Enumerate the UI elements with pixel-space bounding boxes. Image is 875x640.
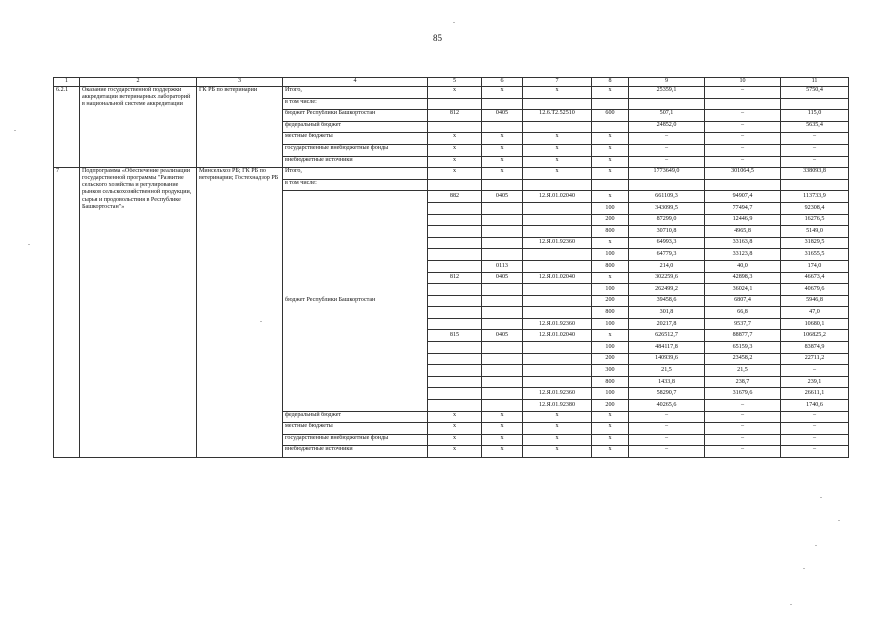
scan-speck [28, 244, 30, 245]
value-cell [523, 307, 592, 319]
table-row [54, 168, 849, 180]
column-number: 5 [428, 78, 482, 87]
column-number: 6 [482, 78, 523, 87]
scan-speck [790, 604, 792, 605]
value-cell: x [592, 156, 629, 168]
item-name: Подпрограмма «Обеспечение реализации государственной программы "Развитие сельского хозяйства и регулирование рынков сельскохозяйственной продукции, сырья и продовольствия в Республике Башкортостан"» [80, 168, 197, 458]
value-cell [482, 214, 523, 226]
value-cell: 214,0 [629, 260, 705, 272]
value-cell: x [482, 87, 523, 99]
value-cell [523, 260, 592, 272]
value-cell [523, 342, 592, 354]
table-row [54, 78, 849, 87]
value-cell: x [523, 133, 592, 145]
budget-table [53, 77, 849, 458]
value-cell: 24852,0 [629, 121, 705, 133]
value-cell [523, 214, 592, 226]
value-cell [592, 98, 629, 110]
value-cell: 12.Я.01.92360 [523, 388, 592, 400]
value-cell: x [428, 156, 482, 168]
value-cell: – [781, 133, 849, 145]
value-cell: 200 [592, 400, 629, 412]
value-cell: 1773649,0 [629, 168, 705, 180]
empty-cell [592, 179, 629, 191]
value-cell: 0113 [482, 260, 523, 272]
value-cell [482, 98, 523, 110]
column-number: 4 [283, 78, 428, 87]
value-cell: 626512,7 [629, 330, 705, 342]
value-cell: 812 [428, 272, 482, 284]
value-cell: – [705, 400, 781, 412]
value-cell: 815 [428, 330, 482, 342]
value-cell: – [705, 87, 781, 99]
value-cell [428, 121, 482, 133]
value-cell: 21,5 [705, 365, 781, 377]
value-cell: 46673,4 [781, 272, 849, 284]
column-number: 1 [54, 78, 80, 87]
value-cell [482, 318, 523, 330]
value-cell: 40679,6 [781, 284, 849, 296]
value-cell [482, 353, 523, 365]
value-cell: 10680,1 [781, 318, 849, 330]
empty-cell [705, 179, 781, 191]
value-cell [482, 295, 523, 307]
value-cell: – [781, 446, 849, 458]
value-cell: 200 [592, 353, 629, 365]
value-cell: – [705, 423, 781, 435]
value-cell: 343099,5 [629, 202, 705, 214]
empty-cell [482, 179, 523, 191]
value-cell: 39458,6 [629, 295, 705, 307]
value-cell: 262499,2 [629, 284, 705, 296]
value-cell: x [428, 87, 482, 99]
value-cell: x [482, 411, 523, 423]
value-cell: 0405 [482, 191, 523, 203]
value-cell: x [592, 168, 629, 180]
funding-source: местные бюджеты [283, 133, 428, 145]
value-cell [428, 249, 482, 261]
value-cell [428, 307, 482, 319]
value-cell: x [523, 446, 592, 458]
value-cell: x [428, 168, 482, 180]
value-cell: 140939,6 [629, 353, 705, 365]
value-cell: 5946,8 [781, 295, 849, 307]
value-cell: x [592, 330, 629, 342]
value-cell: 301,8 [629, 307, 705, 319]
value-cell: 83874,9 [781, 342, 849, 354]
column-number: 8 [592, 78, 629, 87]
value-cell: x [523, 434, 592, 446]
value-cell: – [629, 144, 705, 156]
value-cell: 100 [592, 388, 629, 400]
value-cell: x [428, 144, 482, 156]
value-cell: – [705, 446, 781, 458]
value-cell: x [592, 191, 629, 203]
value-cell: 12446,9 [705, 214, 781, 226]
value-cell [482, 307, 523, 319]
value-cell: 100 [592, 284, 629, 296]
value-cell [428, 342, 482, 354]
column-number: 3 [197, 78, 283, 87]
column-number: 9 [629, 78, 705, 87]
value-cell: x [592, 446, 629, 458]
value-cell [705, 98, 781, 110]
value-cell: x [482, 423, 523, 435]
value-cell [523, 202, 592, 214]
scan-speck [14, 130, 16, 131]
item-number: 7 [54, 168, 80, 458]
value-cell: x [592, 87, 629, 99]
value-cell [482, 202, 523, 214]
value-cell: x [428, 434, 482, 446]
value-cell: 12.6.Т2.52510 [523, 110, 592, 122]
value-cell [629, 98, 705, 110]
value-cell: 200 [592, 295, 629, 307]
scan-speck [820, 497, 822, 498]
value-cell: 6807,4 [705, 295, 781, 307]
value-cell [428, 365, 482, 377]
value-cell: – [705, 434, 781, 446]
value-cell: 26611,1 [781, 388, 849, 400]
empty-cell [629, 179, 705, 191]
value-cell: 21,5 [629, 365, 705, 377]
value-cell: x [592, 133, 629, 145]
funding-source: бюджет Республики Башкортостан [283, 110, 428, 122]
value-cell: x [482, 168, 523, 180]
value-cell: 661109,3 [629, 191, 705, 203]
empty-cell [781, 179, 849, 191]
value-cell: 300 [592, 365, 629, 377]
value-cell: – [781, 434, 849, 446]
value-cell: 77494,7 [705, 202, 781, 214]
value-cell: 40,0 [705, 260, 781, 272]
value-cell: 507,1 [629, 110, 705, 122]
value-cell: 31829,5 [781, 237, 849, 249]
value-cell: 30710,8 [629, 226, 705, 238]
value-cell: 20217,8 [629, 318, 705, 330]
value-cell: 812 [428, 110, 482, 122]
value-cell: 238,7 [705, 376, 781, 388]
value-cell: 94907,4 [705, 191, 781, 203]
value-cell [523, 353, 592, 365]
item-number: 6.2.1 [54, 87, 80, 168]
value-cell: 12.Я.01.92380 [523, 400, 592, 412]
value-cell: 800 [592, 307, 629, 319]
value-cell: 100 [592, 342, 629, 354]
value-cell: 25359,1 [629, 87, 705, 99]
funding-source: внебюджетные источники [283, 446, 428, 458]
value-cell: 64779,3 [629, 249, 705, 261]
funding-source: государственные внебюджетные фонды [283, 434, 428, 446]
value-cell: 22711,2 [781, 353, 849, 365]
value-cell: – [781, 156, 849, 168]
value-cell: – [705, 156, 781, 168]
value-cell: – [705, 144, 781, 156]
funding-source: государственные внебюджетные фонды [283, 144, 428, 156]
value-cell: x [592, 434, 629, 446]
value-cell [482, 365, 523, 377]
value-cell: 87299,0 [629, 214, 705, 226]
value-cell [428, 226, 482, 238]
value-cell: – [705, 121, 781, 133]
value-cell: x [523, 411, 592, 423]
value-cell [523, 365, 592, 377]
value-cell: 88877,7 [705, 330, 781, 342]
value-cell: x [428, 133, 482, 145]
scan-speck [453, 22, 455, 23]
funding-source: федеральный бюджет [283, 411, 428, 423]
value-cell [428, 98, 482, 110]
value-cell: x [592, 237, 629, 249]
value-cell: – [781, 144, 849, 156]
value-cell: x [482, 156, 523, 168]
value-cell [523, 376, 592, 388]
value-cell: 174,0 [781, 260, 849, 272]
value-cell: 12.Я.01.92360 [523, 237, 592, 249]
value-cell: 5635,4 [781, 121, 849, 133]
empty-cell [523, 179, 592, 191]
funding-source: бюджет Республики Башкортостан [283, 191, 428, 411]
value-cell [482, 121, 523, 133]
scan-speck [803, 568, 805, 569]
value-cell [523, 226, 592, 238]
value-cell [482, 400, 523, 412]
column-number: 7 [523, 78, 592, 87]
value-cell [428, 400, 482, 412]
value-cell: x [428, 411, 482, 423]
value-cell: – [705, 133, 781, 145]
value-cell [523, 249, 592, 261]
value-cell [428, 353, 482, 365]
value-cell: – [705, 110, 781, 122]
value-cell: x [592, 272, 629, 284]
scan-speck [815, 545, 817, 546]
value-cell [523, 121, 592, 133]
funding-source: Итого, [283, 87, 428, 99]
value-cell: 302259,6 [629, 272, 705, 284]
value-cell: 12.Я.01.02040 [523, 330, 592, 342]
value-cell [482, 388, 523, 400]
value-cell: x [592, 144, 629, 156]
value-cell: x [523, 156, 592, 168]
value-cell [428, 237, 482, 249]
value-cell: 40265,6 [629, 400, 705, 412]
value-cell: 338093,8 [781, 168, 849, 180]
value-cell: 882 [428, 191, 482, 203]
value-cell: 100 [592, 318, 629, 330]
value-cell: 9537,7 [705, 318, 781, 330]
value-cell: – [629, 446, 705, 458]
value-cell: 66,8 [705, 307, 781, 319]
value-cell: 0405 [482, 110, 523, 122]
funding-source: местные бюджеты [283, 423, 428, 435]
value-cell: 16276,5 [781, 214, 849, 226]
value-cell: 106825,2 [781, 330, 849, 342]
value-cell: – [629, 133, 705, 145]
value-cell [428, 214, 482, 226]
value-cell: 800 [592, 260, 629, 272]
value-cell: x [523, 168, 592, 180]
value-cell: x [523, 87, 592, 99]
value-cell: – [705, 411, 781, 423]
value-cell [428, 388, 482, 400]
value-cell [482, 342, 523, 354]
value-cell: 36024,1 [705, 284, 781, 296]
value-cell: x [592, 423, 629, 435]
funding-source: в том числе: [283, 179, 428, 191]
value-cell: 100 [592, 249, 629, 261]
value-cell [592, 121, 629, 133]
value-cell [428, 318, 482, 330]
value-cell: 0405 [482, 330, 523, 342]
value-cell: 0405 [482, 272, 523, 284]
value-cell: – [781, 365, 849, 377]
page-number: 85 [433, 33, 442, 43]
column-number: 10 [705, 78, 781, 87]
value-cell: 4965,8 [705, 226, 781, 238]
value-cell: x [523, 423, 592, 435]
value-cell: 12.Я.01.02040 [523, 272, 592, 284]
value-cell: 92308,4 [781, 202, 849, 214]
value-cell: x [428, 446, 482, 458]
value-cell [523, 284, 592, 296]
value-cell: 64993,3 [629, 237, 705, 249]
value-cell: 200 [592, 214, 629, 226]
value-cell: 42898,3 [705, 272, 781, 284]
funding-source: Итого, [283, 168, 428, 180]
value-cell: 65159,3 [705, 342, 781, 354]
value-cell: 800 [592, 376, 629, 388]
value-cell: 33123,8 [705, 249, 781, 261]
value-cell: x [482, 133, 523, 145]
value-cell: 31679,6 [705, 388, 781, 400]
value-cell [428, 202, 482, 214]
column-number: 2 [80, 78, 197, 87]
value-cell: x [482, 434, 523, 446]
value-cell [482, 237, 523, 249]
value-cell: 12.Я.01.02040 [523, 191, 592, 203]
value-cell: x [523, 144, 592, 156]
value-cell: x [482, 144, 523, 156]
funding-source: внебюджетные источники [283, 156, 428, 168]
item-executor: ГК РБ по ветеринарии [197, 87, 283, 168]
value-cell [781, 98, 849, 110]
value-cell [482, 226, 523, 238]
empty-cell [428, 179, 482, 191]
value-cell: 301064,5 [705, 168, 781, 180]
value-cell [482, 249, 523, 261]
value-cell [428, 260, 482, 272]
value-cell: – [781, 423, 849, 435]
item-name: Оказание государственной поддержки аккредитации ветеринарных лабораторий в национальной системе аккредитации [80, 87, 197, 168]
value-cell [523, 295, 592, 307]
value-cell: – [629, 434, 705, 446]
value-cell: 1433,8 [629, 376, 705, 388]
value-cell: x [428, 423, 482, 435]
value-cell: 800 [592, 226, 629, 238]
value-cell: 5750,4 [781, 87, 849, 99]
value-cell: x [482, 446, 523, 458]
value-cell: 600 [592, 110, 629, 122]
value-cell: 47,0 [781, 307, 849, 319]
funding-source: в том числе: [283, 98, 428, 110]
value-cell: 31655,5 [781, 249, 849, 261]
table-row [54, 87, 849, 99]
value-cell: – [781, 411, 849, 423]
value-cell: 12.Я.01.92360 [523, 318, 592, 330]
value-cell [523, 98, 592, 110]
item-executor: Минсельхоз РБ; ГК РБ по ветеринарии; Гостехнадзор РБ [197, 168, 283, 458]
funding-source: федеральный бюджет [283, 121, 428, 133]
column-number: 11 [781, 78, 849, 87]
value-cell: 113733,9 [781, 191, 849, 203]
value-cell: 58290,7 [629, 388, 705, 400]
value-cell [482, 376, 523, 388]
value-cell: 115,0 [781, 110, 849, 122]
value-cell [428, 295, 482, 307]
scan-speck [260, 321, 262, 322]
value-cell: 33163,8 [705, 237, 781, 249]
value-cell: 1740,6 [781, 400, 849, 412]
value-cell [428, 284, 482, 296]
value-cell [482, 284, 523, 296]
value-cell: 239,1 [781, 376, 849, 388]
value-cell: 484117,8 [629, 342, 705, 354]
scan-speck [838, 520, 840, 521]
value-cell: 100 [592, 202, 629, 214]
value-cell: 5149,0 [781, 226, 849, 238]
value-cell: x [592, 411, 629, 423]
value-cell: 23458,2 [705, 353, 781, 365]
value-cell: – [629, 156, 705, 168]
value-cell: – [629, 411, 705, 423]
value-cell [428, 376, 482, 388]
value-cell: – [629, 423, 705, 435]
